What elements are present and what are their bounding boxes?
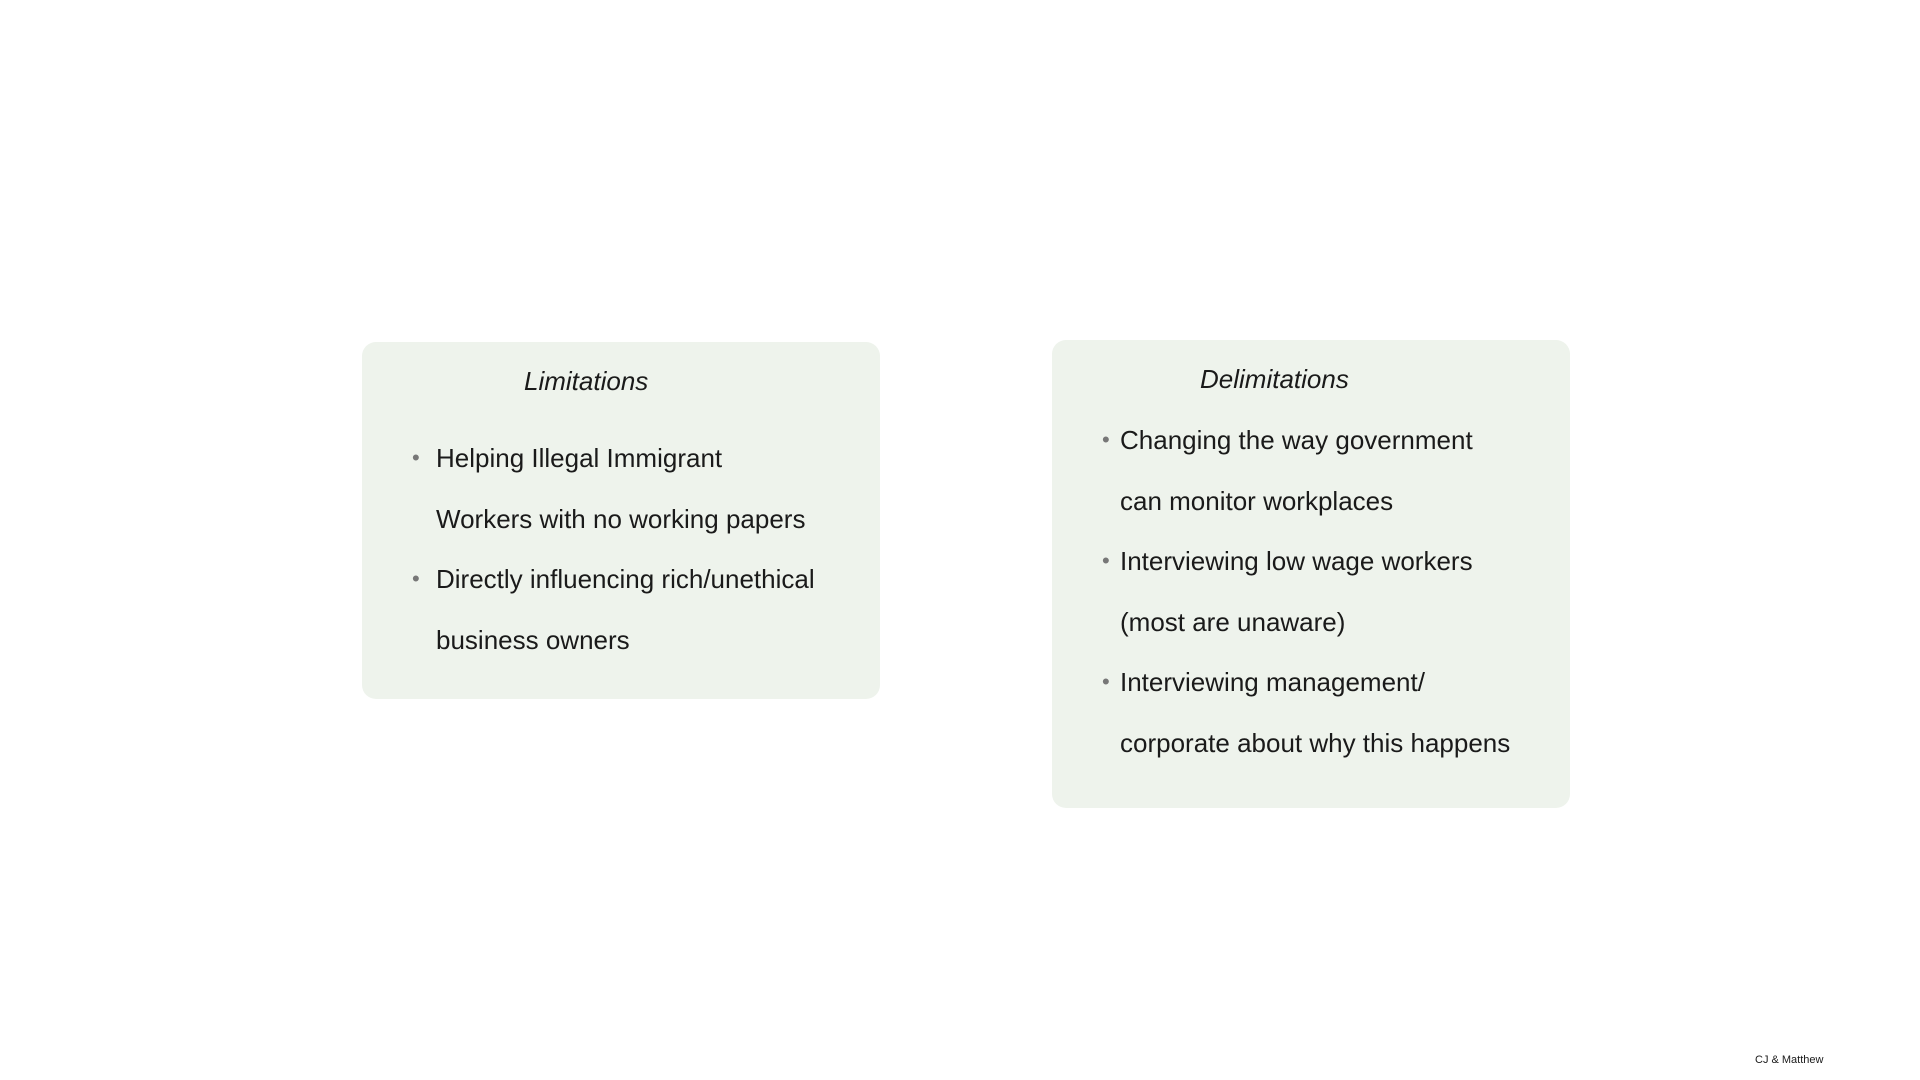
delimitations-list [1102,410,1562,773]
delimitations-title: Delimitations [1200,364,1349,394]
bullet-line: Directly influencing rich/unethical [436,564,815,594]
bullet-dot-icon: • [1102,669,1110,694]
list-item [1102,531,1562,652]
list-item [412,428,872,549]
bullet-line: Interviewing management/ [1120,667,1425,697]
bullet-line: Helping Illegal Immigrant [436,443,723,473]
bullet-dot-icon: • [412,445,420,470]
bullet-dot-icon: • [1102,548,1110,573]
limitations-title: Limitations [524,366,649,396]
bullet-dot-icon: • [1102,427,1110,452]
list-item [1102,410,1562,531]
bullet-line: corporate about why this happens [1120,727,1511,758]
bullet-line: Changing the way government [1120,425,1473,455]
list-item [412,549,872,670]
bullet-line: can monitor workplaces [1120,485,1394,516]
footer-credit: CJ & Matthew [1755,1054,1824,1066]
bullet-dot-icon: • [412,566,420,591]
list-item [1102,652,1562,773]
bullet-line: business owners [436,624,630,655]
limitations-card [362,342,880,699]
bullet-line: (most are unaware) [1120,606,1346,637]
bullet-line: Workers with no working papers [436,503,806,534]
bullet-line: Interviewing low wage workers [1120,546,1473,576]
delimitations-card [1052,340,1570,808]
limitations-list [412,428,872,670]
